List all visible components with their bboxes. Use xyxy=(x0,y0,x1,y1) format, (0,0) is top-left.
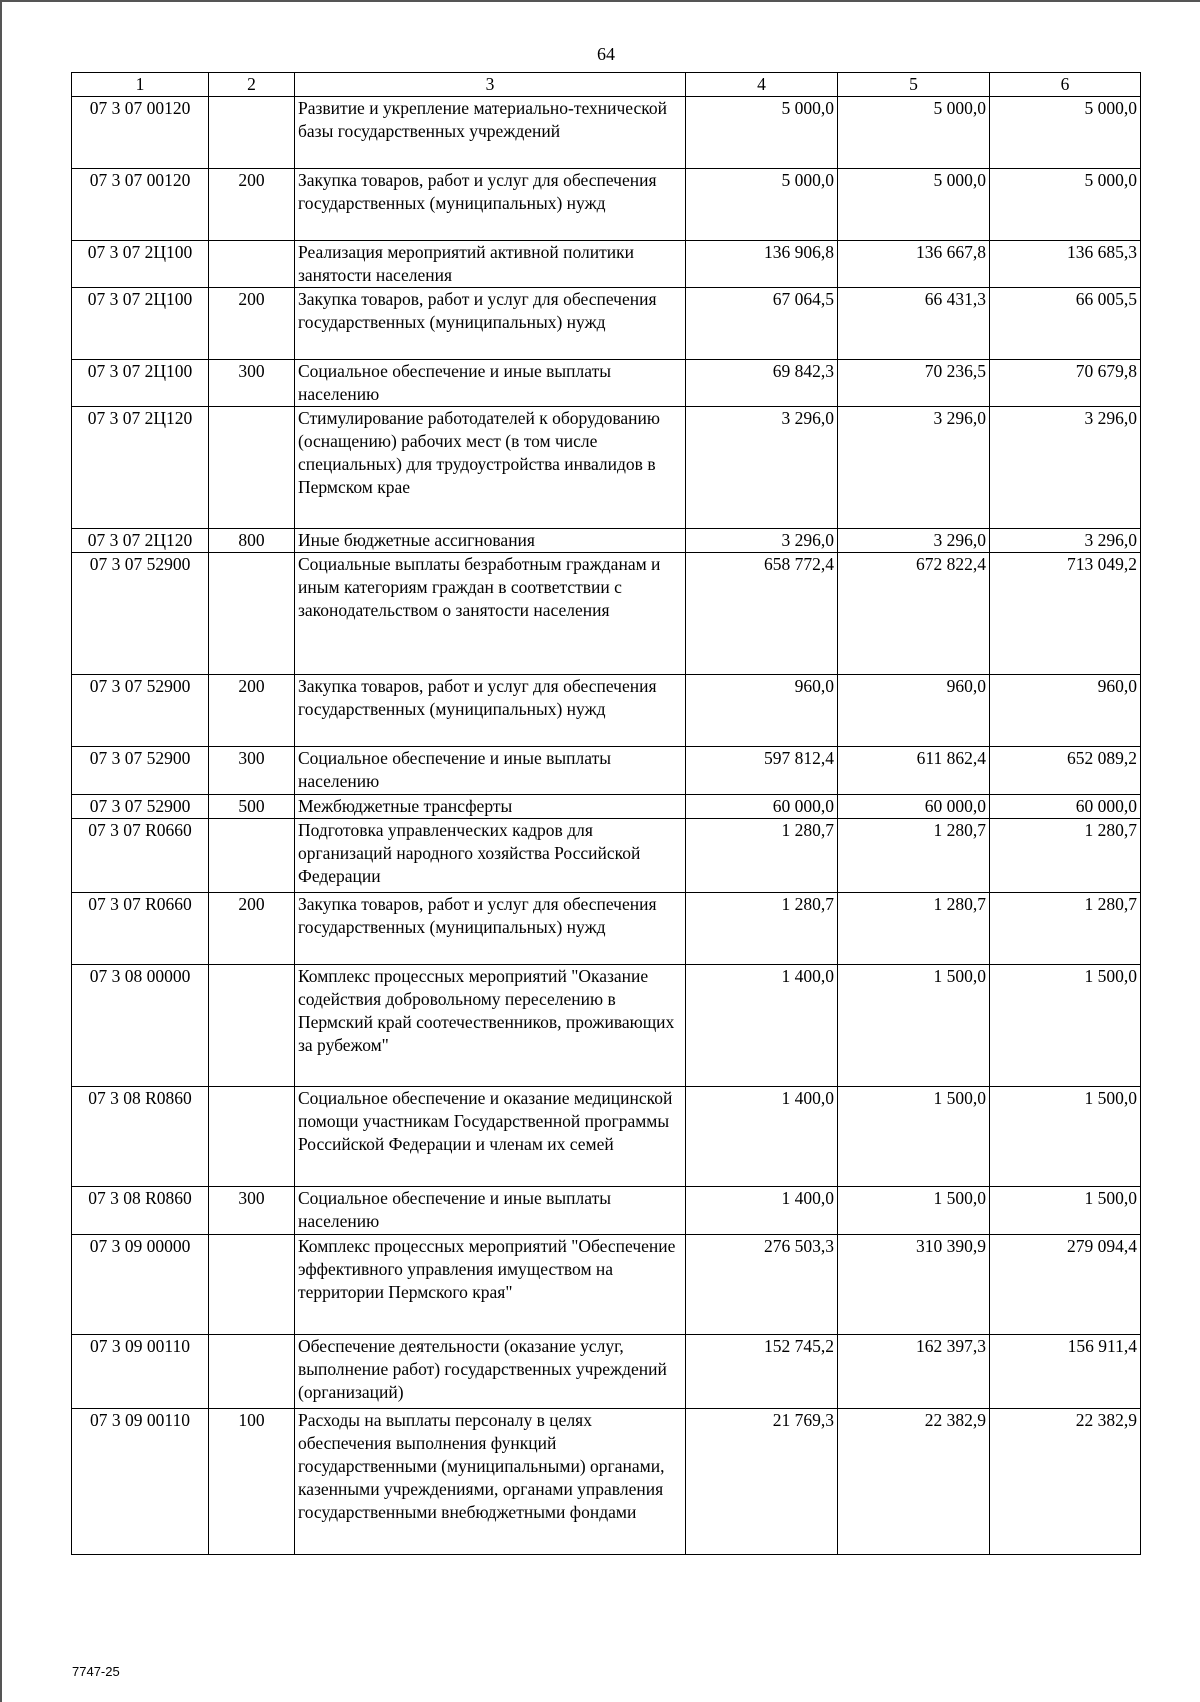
cell-name: Реализация мероприятий активной политики занятости населения xyxy=(295,241,686,288)
table-row xyxy=(72,1335,1141,1409)
table-row xyxy=(72,407,1141,529)
cell-name: Развитие и укрепление материально-технической базы государственных учреждений xyxy=(295,97,686,169)
cell-value-col5: 136 667,8 xyxy=(838,241,990,288)
table-row xyxy=(72,241,1141,288)
table-row xyxy=(72,965,1141,1087)
cell-code: 07 3 07 2Ц100 xyxy=(72,360,209,407)
cell-expense-type: 300 xyxy=(209,360,295,407)
table-row xyxy=(72,169,1141,241)
table-row xyxy=(72,675,1141,747)
cell-value-col6: 713 049,2 xyxy=(990,553,1141,675)
cell-expense-type: 800 xyxy=(209,529,295,553)
cell-value-col4: 5 000,0 xyxy=(686,97,838,169)
cell-value-col6: 136 685,3 xyxy=(990,241,1141,288)
cell-value-col5: 22 382,9 xyxy=(838,1409,990,1555)
cell-value-col5: 70 236,5 xyxy=(838,360,990,407)
scan-edge-top xyxy=(0,0,1200,2)
cell-value-col5: 3 296,0 xyxy=(838,407,990,529)
cell-value-col5: 1 500,0 xyxy=(838,1087,990,1187)
budget-table xyxy=(71,72,1141,1555)
cell-value-col5: 5 000,0 xyxy=(838,169,990,241)
cell-value-col6: 279 094,4 xyxy=(990,1235,1141,1335)
cell-expense-type: 300 xyxy=(209,1187,295,1235)
cell-name: Закупка товаров, работ и услуг для обеспечения государственных (муниципальных) нужд xyxy=(295,893,686,965)
cell-value-col4: 21 769,3 xyxy=(686,1409,838,1555)
cell-name: Обеспечение деятельности (оказание услуг, выполнение работ) государственных учреждений (организаций) xyxy=(295,1335,686,1409)
cell-value-col5: 3 296,0 xyxy=(838,529,990,553)
cell-value-col6: 3 296,0 xyxy=(990,529,1141,553)
cell-value-col6: 70 679,8 xyxy=(990,360,1141,407)
cell-name: Межбюджетные трансферты xyxy=(295,795,686,819)
cell-name: Социальное обеспечение и иные выплаты населению xyxy=(295,747,686,795)
cell-expense-type: 300 xyxy=(209,747,295,795)
cell-code: 07 3 07 52900 xyxy=(72,675,209,747)
cell-value-col4: 5 000,0 xyxy=(686,169,838,241)
cell-value-col5: 1 280,7 xyxy=(838,893,990,965)
cell-value-col4: 136 906,8 xyxy=(686,241,838,288)
table-row xyxy=(72,553,1141,675)
table-row xyxy=(72,1409,1141,1555)
cell-expense-type xyxy=(209,407,295,529)
header-col-5: 5 xyxy=(838,73,990,97)
cell-value-col5: 5 000,0 xyxy=(838,97,990,169)
cell-code: 07 3 09 00110 xyxy=(72,1335,209,1409)
cell-value-col6: 1 500,0 xyxy=(990,1187,1141,1235)
header-col-3: 3 xyxy=(295,73,686,97)
cell-code: 07 3 07 52900 xyxy=(72,795,209,819)
cell-name: Комплекс процессных мероприятий "Оказание содействия добровольному переселению в Пермский край соотечественников, проживающих за рубежом" xyxy=(295,965,686,1087)
table-row xyxy=(72,1087,1141,1187)
header-col-1: 1 xyxy=(72,73,209,97)
cell-value-col4: 658 772,4 xyxy=(686,553,838,675)
cell-code: 07 3 07 2Ц120 xyxy=(72,407,209,529)
table-row xyxy=(72,360,1141,407)
cell-expense-type: 200 xyxy=(209,288,295,360)
table-row xyxy=(72,747,1141,795)
cell-value-col4: 69 842,3 xyxy=(686,360,838,407)
table-row xyxy=(72,1187,1141,1235)
cell-value-col6: 60 000,0 xyxy=(990,795,1141,819)
cell-value-col5: 1 500,0 xyxy=(838,1187,990,1235)
cell-value-col6: 3 296,0 xyxy=(990,407,1141,529)
header-col-2: 2 xyxy=(209,73,295,97)
cell-value-col5: 672 822,4 xyxy=(838,553,990,675)
table-row xyxy=(72,1235,1141,1335)
cell-value-col5: 611 862,4 xyxy=(838,747,990,795)
cell-code: 07 3 07 R0660 xyxy=(72,893,209,965)
cell-name: Социальное обеспечение и иные выплаты населению xyxy=(295,1187,686,1235)
page-number: 64 xyxy=(597,44,615,64)
cell-expense-type xyxy=(209,553,295,675)
cell-code: 07 3 07 00120 xyxy=(72,169,209,241)
cell-value-col4: 3 296,0 xyxy=(686,529,838,553)
header-col-6: 6 xyxy=(990,73,1141,97)
cell-name: Расходы на выплаты персоналу в целях обеспечения выполнения функций государственными (муниципальными) органами, казенными учреждениями, органами управления государственными внебюджетными фондами xyxy=(295,1409,686,1555)
cell-name: Закупка товаров, работ и услуг для обеспечения государственных (муниципальных) нужд xyxy=(295,288,686,360)
cell-code: 07 3 09 00000 xyxy=(72,1235,209,1335)
cell-name: Социальное обеспечение и иные выплаты населению xyxy=(295,360,686,407)
cell-value-col4: 3 296,0 xyxy=(686,407,838,529)
cell-name: Иные бюджетные ассигнования xyxy=(295,529,686,553)
table-row xyxy=(72,819,1141,893)
cell-code: 07 3 07 R0660 xyxy=(72,819,209,893)
cell-value-col5: 1 500,0 xyxy=(838,965,990,1087)
cell-value-col6: 652 089,2 xyxy=(990,747,1141,795)
cell-value-col5: 162 397,3 xyxy=(838,1335,990,1409)
cell-expense-type xyxy=(209,1335,295,1409)
cell-value-col4: 1 400,0 xyxy=(686,1087,838,1187)
cell-value-col4: 276 503,3 xyxy=(686,1235,838,1335)
cell-expense-type: 200 xyxy=(209,675,295,747)
cell-code: 07 3 07 52900 xyxy=(72,553,209,675)
cell-value-col4: 60 000,0 xyxy=(686,795,838,819)
cell-expense-type: 500 xyxy=(209,795,295,819)
cell-value-col4: 597 812,4 xyxy=(686,747,838,795)
cell-expense-type: 100 xyxy=(209,1409,295,1555)
cell-code: 07 3 07 2Ц100 xyxy=(72,241,209,288)
cell-expense-type xyxy=(209,819,295,893)
footer-document-code: 7747-25 xyxy=(72,1664,120,1679)
cell-value-col5: 1 280,7 xyxy=(838,819,990,893)
cell-name: Социальное обеспечение и оказание медицинской помощи участникам Государственной программы Российской Федерации и членам их семей xyxy=(295,1087,686,1187)
cell-value-col6: 1 280,7 xyxy=(990,819,1141,893)
table-body xyxy=(72,97,1141,1555)
header-row xyxy=(72,73,1141,97)
cell-value-col6: 156 911,4 xyxy=(990,1335,1141,1409)
cell-code: 07 3 07 2Ц120 xyxy=(72,529,209,553)
cell-value-col6: 1 500,0 xyxy=(990,1087,1141,1187)
cell-value-col6: 1 280,7 xyxy=(990,893,1141,965)
cell-name: Подготовка управленческих кадров для организаций народного хозяйства Российской Федерации xyxy=(295,819,686,893)
table-row xyxy=(72,529,1141,553)
cell-value-col5: 66 431,3 xyxy=(838,288,990,360)
cell-code: 07 3 08 R0860 xyxy=(72,1087,209,1187)
table-row xyxy=(72,893,1141,965)
cell-expense-type xyxy=(209,241,295,288)
cell-expense-type xyxy=(209,97,295,169)
cell-value-col6: 960,0 xyxy=(990,675,1141,747)
scan-edge-left xyxy=(0,0,2,1702)
cell-name: Закупка товаров, работ и услуг для обеспечения государственных (муниципальных) нужд xyxy=(295,675,686,747)
cell-expense-type xyxy=(209,1087,295,1187)
cell-value-col4: 1 400,0 xyxy=(686,1187,838,1235)
table-row xyxy=(72,97,1141,169)
cell-value-col4: 1 280,7 xyxy=(686,893,838,965)
cell-value-col5: 960,0 xyxy=(838,675,990,747)
cell-value-col4: 1 400,0 xyxy=(686,965,838,1087)
cell-value-col5: 310 390,9 xyxy=(838,1235,990,1335)
table-row xyxy=(72,795,1141,819)
cell-value-col6: 22 382,9 xyxy=(990,1409,1141,1555)
cell-expense-type xyxy=(209,1235,295,1335)
cell-value-col6: 5 000,0 xyxy=(990,169,1141,241)
cell-code: 07 3 08 R0860 xyxy=(72,1187,209,1235)
cell-value-col6: 5 000,0 xyxy=(990,97,1141,169)
cell-value-col4: 960,0 xyxy=(686,675,838,747)
cell-value-col4: 67 064,5 xyxy=(686,288,838,360)
cell-code: 07 3 09 00110 xyxy=(72,1409,209,1555)
cell-value-col4: 152 745,2 xyxy=(686,1335,838,1409)
cell-value-col6: 66 005,5 xyxy=(990,288,1141,360)
cell-expense-type: 200 xyxy=(209,893,295,965)
cell-value-col5: 60 000,0 xyxy=(838,795,990,819)
cell-value-col4: 1 280,7 xyxy=(686,819,838,893)
cell-name: Социальные выплаты безработным гражданам и иным категориям граждан в соответствии с законодательством о занятости населения xyxy=(295,553,686,675)
cell-code: 07 3 07 2Ц100 xyxy=(72,288,209,360)
cell-expense-type xyxy=(209,965,295,1087)
cell-code: 07 3 08 00000 xyxy=(72,965,209,1087)
cell-name: Закупка товаров, работ и услуг для обеспечения государственных (муниципальных) нужд xyxy=(295,169,686,241)
cell-value-col6: 1 500,0 xyxy=(990,965,1141,1087)
cell-name: Комплекс процессных мероприятий "Обеспечение эффективного управления имуществом на территории Пермского края" xyxy=(295,1235,686,1335)
cell-expense-type: 200 xyxy=(209,169,295,241)
cell-code: 07 3 07 00120 xyxy=(72,97,209,169)
table-row xyxy=(72,288,1141,360)
header-col-4: 4 xyxy=(686,73,838,97)
cell-code: 07 3 07 52900 xyxy=(72,747,209,795)
cell-name: Стимулирование работодателей к оборудованию (оснащению) рабочих мест (в том числе специальных) для трудоустройства инвалидов в Пермском крае xyxy=(295,407,686,529)
